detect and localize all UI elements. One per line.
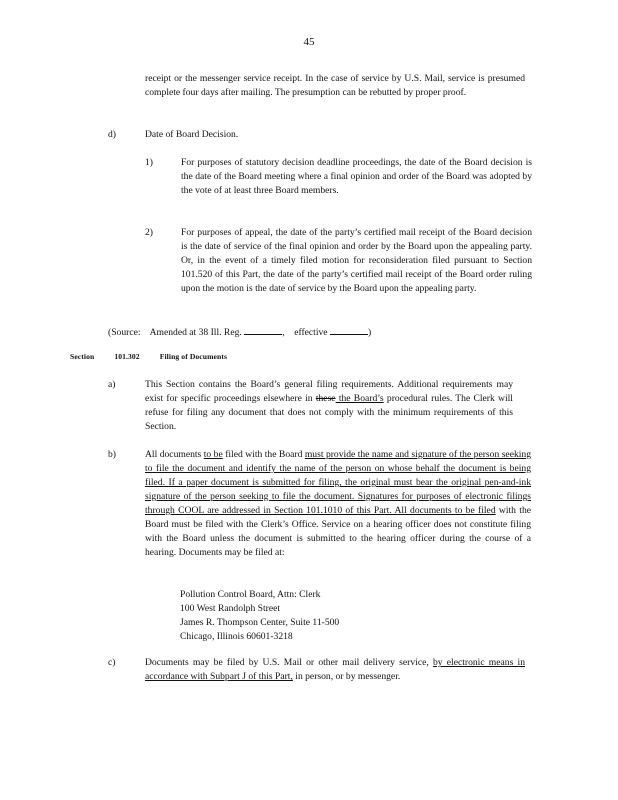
item-1-label: 1) <box>145 157 153 168</box>
a-struck-text: these <box>315 393 336 404</box>
subsection-b-text <box>145 448 531 560</box>
source-comma: , <box>282 327 285 338</box>
address-line-3: James R. Thompson Center, Suite 11-500 <box>180 617 340 628</box>
subsection-c-text <box>145 656 525 684</box>
intro-paragraph: receipt or the messenger service receipt. In the case of service by U.S. Mail, service is presumed complete four days after mailing. The presumption can be rebutted by proper proof. <box>145 73 525 98</box>
c-text-2: in person, or by messenger. <box>292 671 401 682</box>
source-effective: effective <box>294 327 328 338</box>
b-text-2: filed with the Board <box>222 449 305 460</box>
source-note <box>108 324 371 340</box>
address-line-1: Pollution Control Board, Attn: Clerk <box>180 589 321 600</box>
source-text: Amended at 38 Ill. Reg. <box>149 327 242 338</box>
b-text-1: All documents <box>145 449 204 460</box>
a-inserted-text: the Board’s <box>335 393 384 404</box>
clerk-address <box>180 588 339 644</box>
a-text-post: procedural rules. The Clerk will refuse for filing any document that does not comply with the minimum requirements of this Section. <box>145 393 513 432</box>
subsection-d-title: Date of Board Decision. <box>145 129 239 140</box>
section-heading <box>70 352 245 361</box>
source-close: ) <box>367 327 372 338</box>
subsection-a-text <box>145 378 513 434</box>
b-underlined-2: must provide the name and signature of the person seeking to file the document and identify the name of the person on whose behalf the document is being filed. If a paper document is submitted for filing, the original must bear the original pen-and-ink signature of the person seeking to file the document. Signatures for purposes of electronic filings through COOL are addressed in Section 101.1010 of this Part. All documents to be filed <box>145 449 532 516</box>
b-text-3: with the Board must be filed with the Clerk’s Office. Service on a hearing officer does not constitute filing with the Board unless the document is submitted to the hearing officer during the course of a hearing. Documents may be filed at: <box>145 505 531 558</box>
page-number: 45 <box>303 36 315 48</box>
c-underlined: by electronic means in accordance with Subpart J of this Part, <box>145 657 525 682</box>
subsection-d-label: d) <box>108 129 116 140</box>
subsection-c-label: c) <box>108 657 116 668</box>
section-title: Filing of Documents <box>159 352 228 361</box>
section-word: Section <box>70 352 95 361</box>
b-underlined-1: to be <box>203 449 223 460</box>
c-text-1: Documents may be filed by U.S. Mail or other mail delivery service, <box>145 657 433 668</box>
address-line-2: 100 West Randolph Street <box>180 603 281 614</box>
address-line-4: Chicago, Illinois 60601-3218 <box>180 631 293 642</box>
subsection-b-label: b) <box>108 449 116 460</box>
reg-blank <box>244 324 282 335</box>
source-prefix: (Source: <box>108 327 141 338</box>
item-2-text: For purposes of appeal, the date of the party’s certified mail receipt of the Board decision is the date of service of the final opinion and order by the Board upon the appealing party. Or, in the event of a timely filed motion for reconsideration filed pursuant to Section 101.520 of this Part, the date of the party’s certified mail receipt of the Board order ruling upon the motion is the date of service by the Board upon the appealing party. <box>181 227 532 294</box>
section-number: 101.302 <box>114 352 140 361</box>
effective-blank <box>330 324 368 335</box>
item-2-label: 2) <box>145 227 153 238</box>
a-text-pre: This Section contains the Board’s general filing requirements. Additional requirements may exist for specific proceedings elsewhere in <box>145 379 513 404</box>
subsection-a-label: a) <box>108 379 116 390</box>
item-1-text: For purposes of statutory decision deadline proceedings, the date of the Board decision is the date of the Board meeting where a final opinion and order of the Board was adopted by the vote of at least three Board members. <box>181 157 532 196</box>
